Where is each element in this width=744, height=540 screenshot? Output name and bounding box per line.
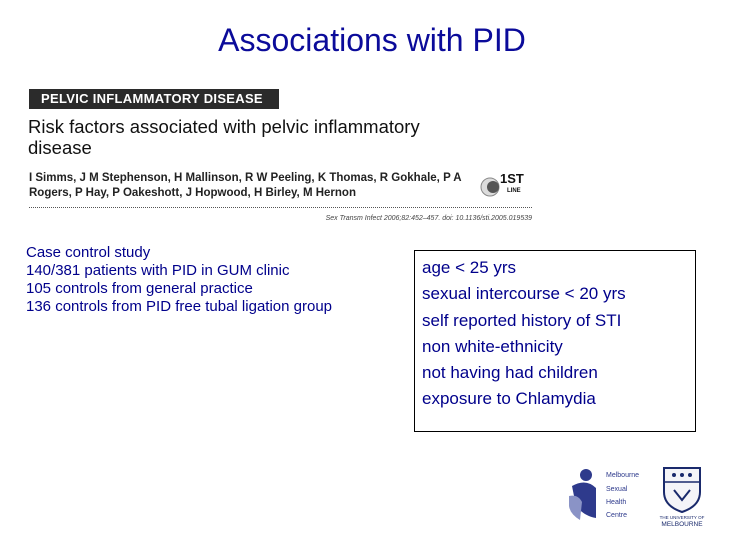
risk-factor-item: sexual intercourse < 20 yrs [422,284,626,304]
risk-factor-item: self reported history of STI [422,310,622,330]
risk-factor-item: age < 25 yrs [422,258,517,277]
logo-1st-text: 1ST [500,171,524,186]
slide-title: Associations with PID [218,22,526,58]
paper-citation: Sex Transm Infect 2006;82:452–457. doi: 10.1136/sti.2005.019539 [325,215,532,222]
risk-factor-item: exposure to Chlamydia [422,389,596,409]
study-line: 105 controls from general practice [26,280,253,297]
study-line: 140/381 patients with PID in GUM clinic [26,262,290,279]
risk-factor-item: not having had children [422,363,598,383]
melbourne-sexual-health-centre-logo [566,466,640,522]
university-of-melbourne-logo [652,466,712,528]
msh-logo-line: Health [606,499,627,506]
study-line: 136 controls from PID free tubal ligation group [26,298,332,315]
first-line-logo [476,170,532,200]
risk-factors-box [414,250,696,432]
paper-title: Risk factors associated with pelvic inflammatory disease [28,116,420,158]
paper-section-banner: PELVIC INFLAMMATORY DISEASE [29,89,279,109]
msh-logo-line: Sexual [606,486,628,493]
msh-logo-line: Melbourne [606,472,640,479]
risk-factor-item: non white-ethnicity [422,336,563,356]
uom-logo-line: THE UNIVERSITY OF [659,515,705,520]
logo-line-text: LINE [507,188,521,194]
study-description [26,244,406,316]
paper-authors: I Simms, J M Stephenson, H Mallinson, R W Peeling, K Thomas, R Gokhale, P A Rogers, P Hay, P Oakeshott, J Hopwood, H Birley, M Hernon [29,172,462,199]
study-line: Case control study [26,244,151,261]
uom-logo-line: MELBOURNE [661,521,703,528]
paper-divider [29,207,532,208]
msh-logo-line: Centre [606,512,628,519]
